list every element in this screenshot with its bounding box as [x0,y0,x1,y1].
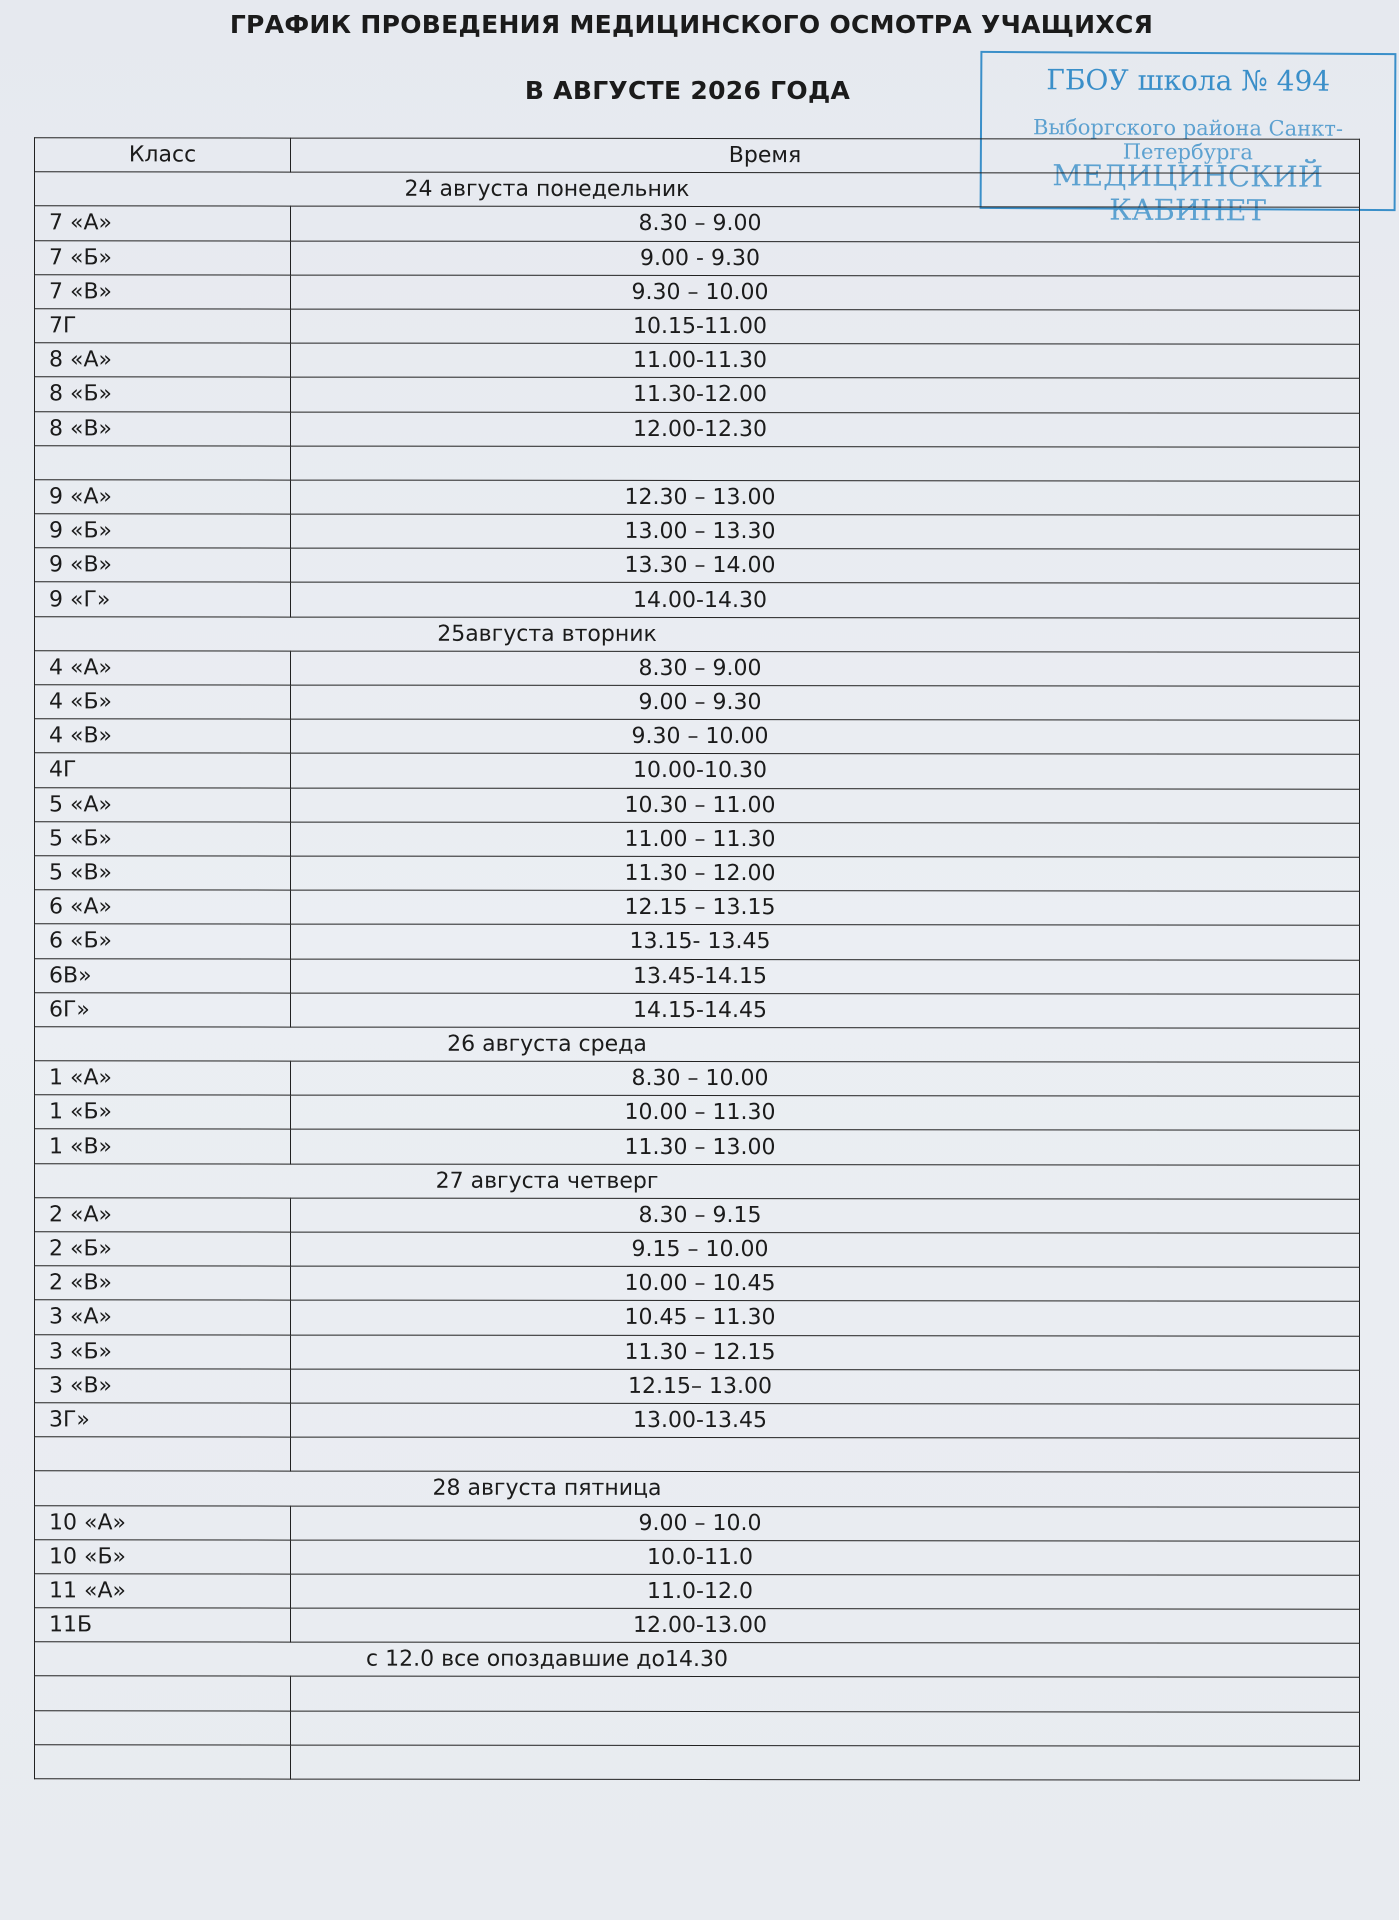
table-row [35,822,1360,858]
table-row [35,445,1360,481]
time-cell: 10.30 – 11.00 [291,788,1360,823]
stamp-district: Выборгского района Санкт-Петербурга [1032,115,1344,165]
class-cell: 5 «А» [35,787,291,821]
table-row [35,1369,1360,1405]
time-cell: 11.0-12.0 [291,1574,1360,1609]
class-cell: 5 «Б» [35,822,291,856]
time-cell: 13.30 – 14.00 [291,548,1360,583]
class-cell: 4Г [35,753,291,787]
time-cell [291,1437,1360,1472]
class-cell: 8 «Б» [35,377,291,411]
day-header-row [35,1163,1360,1199]
time-cell: 9.30 – 10.00 [291,719,1360,754]
class-cell: 7 «Б» [35,240,291,274]
class-cell: 7 «А» [35,206,291,240]
table-row [35,787,1360,823]
stamp-school-name: ГБОУ школа № 494 [1046,63,1331,98]
class-cell: 1 «В» [35,1129,291,1163]
stamp-office: МЕДИЦИНСКИЙ КАБИНЕТ [1052,158,1324,228]
table-row [35,582,1360,618]
time-cell: 10.00-10.30 [291,753,1360,788]
class-cell: 2 «Б» [35,1232,291,1266]
time-cell: 12.00-12.30 [291,412,1360,447]
class-cell [35,445,291,479]
class-cell: 4 «Б» [35,685,291,719]
table-row [35,1129,1360,1165]
table-row [35,1437,1360,1473]
time-cell: 9.00 - 9.30 [291,241,1360,276]
class-cell: 5 «В» [35,856,291,890]
time-cell: 8.30 – 9.00 [291,206,1360,241]
time-cell: 9.15 – 10.00 [291,1232,1360,1267]
class-cell: 9 «Г» [35,582,291,616]
table-row [35,1539,1360,1575]
table-row [35,1232,1360,1268]
time-cell: 10.45 – 11.30 [291,1300,1360,1335]
table-row [35,206,1360,242]
table-row [35,1334,1360,1370]
time-cell: 11.30 – 12.15 [291,1335,1360,1370]
time-cell: 14.00-14.30 [291,583,1360,618]
time-cell [291,1711,1360,1746]
time-cell: 9.00 – 9.30 [291,685,1360,720]
class-cell: 8 «А» [35,343,291,377]
time-cell: 9.00 – 10.0 [291,1506,1360,1541]
table-row [35,1300,1360,1336]
time-cell: 12.15– 13.00 [291,1369,1360,1404]
schedule-table [34,137,1360,1780]
table-row [35,890,1360,926]
day-label: 27 августа четверг [35,1163,1360,1199]
class-cell: 6Г» [35,992,291,1026]
table-row [35,343,1360,379]
table-row [35,548,1360,584]
class-cell: 2 «А» [35,1198,291,1232]
day-label: 28 августа пятница [35,1471,1360,1507]
time-cell: 9.30 – 10.00 [291,275,1360,310]
day-label: 26 августа среда [35,1027,1360,1063]
class-cell: 9 «В» [35,548,291,582]
header-class: Класс [35,138,291,172]
table-row [35,753,1360,789]
time-cell: 10.00 – 11.30 [291,1095,1360,1130]
document-title: ГРАФИК ПРОВЕДЕНИЯ МЕДИЦИНСКОГО ОСМОТРА УЧАЩИХСЯ [229,10,1154,39]
class-cell: 11Б [35,1608,291,1642]
time-cell: 13.15- 13.45 [291,924,1360,959]
day-header-row [35,1027,1360,1063]
class-cell: 4 «В» [35,719,291,753]
document-subtitle: В АВГУСТЕ 2026 ГОДА [524,76,851,105]
table-row [35,1198,1360,1234]
time-cell: 12.15 – 13.15 [291,890,1360,925]
time-cell: 13.00-13.45 [291,1403,1360,1438]
table-row [35,651,1360,687]
class-cell: 9 «А» [35,480,291,514]
class-cell: 6 «А» [35,890,291,924]
day-header-row [35,616,1360,652]
time-cell: 11.00 – 11.30 [291,822,1360,857]
table-row [35,1266,1360,1302]
day-header-row [35,1471,1360,1507]
table-row [35,685,1360,721]
time-cell: 8.30 – 9.15 [291,1198,1360,1233]
class-cell: 4 «А» [35,651,291,685]
class-cell: 3 «А» [35,1300,291,1334]
time-cell [291,1745,1360,1780]
time-cell: 8.30 – 10.00 [291,1061,1360,1096]
table-row [35,1095,1360,1131]
class-cell: 8 «В» [35,411,291,445]
class-cell [35,1710,291,1744]
class-cell: 7Г [35,309,291,343]
table-row [35,1061,1360,1097]
table-row [35,719,1360,755]
time-cell: 10.0-11.0 [291,1540,1360,1575]
class-cell [35,1437,291,1471]
day-label: 24 августа понедельник [35,172,1360,208]
time-cell: 10.00 – 10.45 [291,1266,1360,1301]
class-cell [35,1745,291,1779]
table-row [35,1403,1360,1439]
schedule-body [35,138,1360,1780]
table-row [35,1574,1360,1610]
table-row [35,856,1360,892]
time-cell: 13.00 – 13.30 [291,514,1360,549]
time-cell: 13.45-14.15 [291,959,1360,994]
class-cell: 1 «Б» [35,1095,291,1129]
table-header-row [35,138,1360,174]
time-cell: 12.00-13.00 [291,1608,1360,1643]
table-row [35,958,1360,994]
table-row [35,411,1360,447]
class-cell: 3 «В» [35,1369,291,1403]
day-header-row [35,172,1360,208]
table-row [35,240,1360,276]
table-row [35,1710,1360,1746]
class-cell: 3Г» [35,1403,291,1437]
table-row [35,377,1360,413]
table-row [35,924,1360,960]
time-cell [291,446,1360,481]
table-row [35,1676,1360,1712]
class-cell: 6В» [35,958,291,992]
header-time: Время [291,138,1360,173]
class-cell [35,1676,291,1710]
time-cell: 11.00-11.30 [291,343,1360,378]
time-cell [291,1677,1360,1712]
table-row [35,992,1360,1028]
class-cell: 9 «Б» [35,514,291,548]
class-cell: 11 «А» [35,1574,291,1608]
table-row [35,1505,1360,1541]
time-cell: 10.15-11.00 [291,309,1360,344]
table-row [35,514,1360,550]
time-cell: 11.30 – 12.00 [291,856,1360,891]
class-cell: 7 «В» [35,275,291,309]
class-cell: 10 «А» [35,1505,291,1539]
table-row [35,480,1360,516]
class-cell: 6 «Б» [35,924,291,958]
table-row [35,275,1360,311]
day-label: с 12.0 все опоздавшие до14.30 [35,1642,1360,1678]
class-cell: 2 «В» [35,1266,291,1300]
time-cell: 11.30-12.00 [291,377,1360,412]
day-header-row [35,1642,1360,1678]
class-cell: 1 «А» [35,1061,291,1095]
time-cell: 11.30 – 13.00 [291,1130,1360,1165]
class-cell: 3 «Б» [35,1334,291,1368]
table-row [35,309,1360,345]
table-row [35,1745,1360,1781]
class-cell: 10 «Б» [35,1539,291,1573]
time-cell: 8.30 – 9.00 [291,651,1360,686]
day-label: 25августа вторник [35,616,1360,652]
table-row [35,1608,1360,1644]
time-cell: 12.30 – 13.00 [291,480,1360,515]
time-cell: 14.15-14.45 [291,993,1360,1028]
